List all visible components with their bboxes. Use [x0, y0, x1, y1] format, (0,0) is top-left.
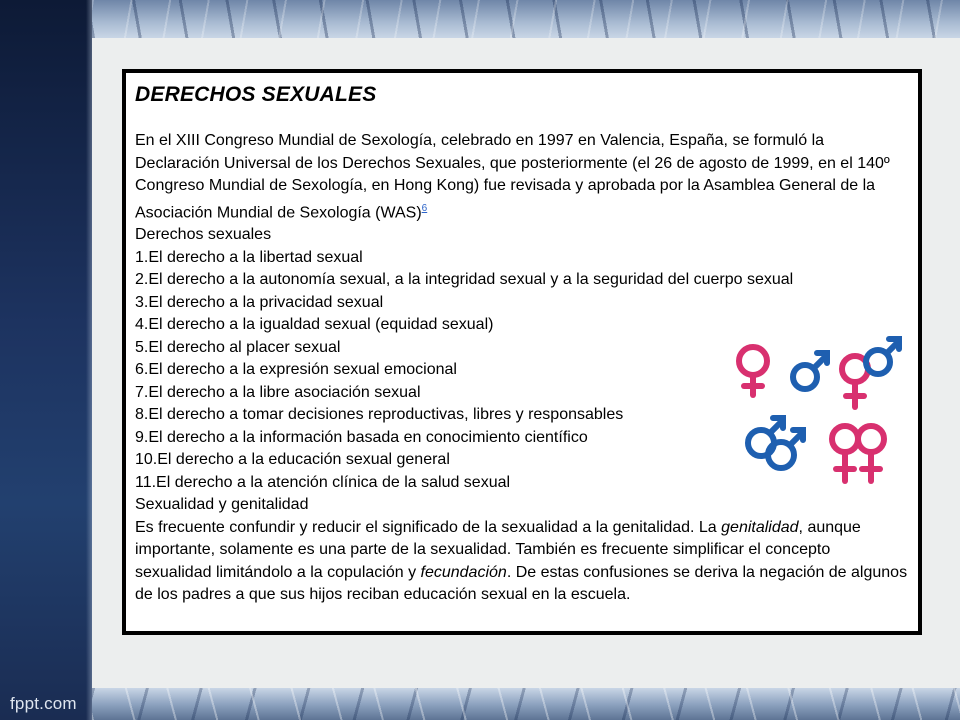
right-item: 6.El derecho a la expresión sexual emocional [135, 361, 457, 379]
female-male-pair-icon [842, 339, 899, 407]
section2-text: , aunque importante, solamente es una parte de la sexualidad. También es frecuente simplificar el concepto sexualidad limitándolo a la copulación y [135, 518, 861, 581]
section2-heading: Sexualidad y genitalidad [135, 496, 309, 514]
section2-text: Es frecuente confundir y reducir el significado de la sexualidad a la genitalidad. La [135, 518, 722, 536]
section2-paragraph [135, 517, 910, 607]
right-item: 10.El derecho a la educación sexual general [135, 451, 450, 469]
section2-emphasis: genitalidad [721, 518, 799, 536]
section2-emphasis: fecundación [420, 563, 507, 581]
slide-title: DERECHOS SEXUALES [135, 83, 377, 106]
top-building-strip [92, 0, 960, 38]
footer-brand: fppt.com [10, 694, 77, 713]
rights-heading: Derechos sexuales [135, 226, 272, 244]
male-symbol-icon [793, 353, 827, 389]
right-item: 4.El derecho a la igualdad sexual (equidad sexual) [135, 316, 494, 334]
right-item: 1.El derecho a la libertad sexual [135, 248, 363, 266]
left-decorative-band [0, 0, 92, 720]
male-male-pair-icon [748, 418, 803, 468]
bottom-building-strip [92, 688, 960, 720]
right-item: 3.El derecho a la privacidad sexual [135, 293, 384, 311]
intro-text: En el XIII Congreso Mundial de Sexología, celebrado en 1997 en Valencia, España, se formuló la Declaración Universal de los Derechos Sexuales, que posteriormente (el 26 de agosto de 1999, en el 140º Congreso Mundial de Sexología, en Hong Kong) fue revisada y aprobada por la Asamblea General de la Asociación Mundial de Sexología (WAS) [135, 132, 890, 221]
female-symbol-icon [739, 347, 767, 395]
right-item: 9.El derecho a la información basada en conocimiento científico [135, 428, 588, 446]
right-item: 5.El derecho al placer sexual [135, 338, 341, 356]
right-item: 7.El derecho a la libre asociación sexual [135, 383, 421, 401]
intro-paragraph [135, 130, 910, 224]
female-female-pair-icon [832, 426, 884, 481]
footnote-link[interactable]: 6 [421, 202, 428, 214]
section2-text: . De estas confusiones se deriva la negación de algunos de los padres a que sus hijos reciban educación sexual en la escuela. [135, 563, 908, 604]
right-item: 11.El derecho a la atención clínica de la salud sexual [135, 473, 511, 491]
gender-symbols-image [733, 333, 923, 493]
right-item: 2.El derecho a la autonomía sexual, a la integridad sexual y a la seguridad del cuerpo sexual [135, 271, 794, 289]
right-item: 8.El derecho a tomar decisiones reproductivas, libres y responsables [135, 406, 624, 424]
